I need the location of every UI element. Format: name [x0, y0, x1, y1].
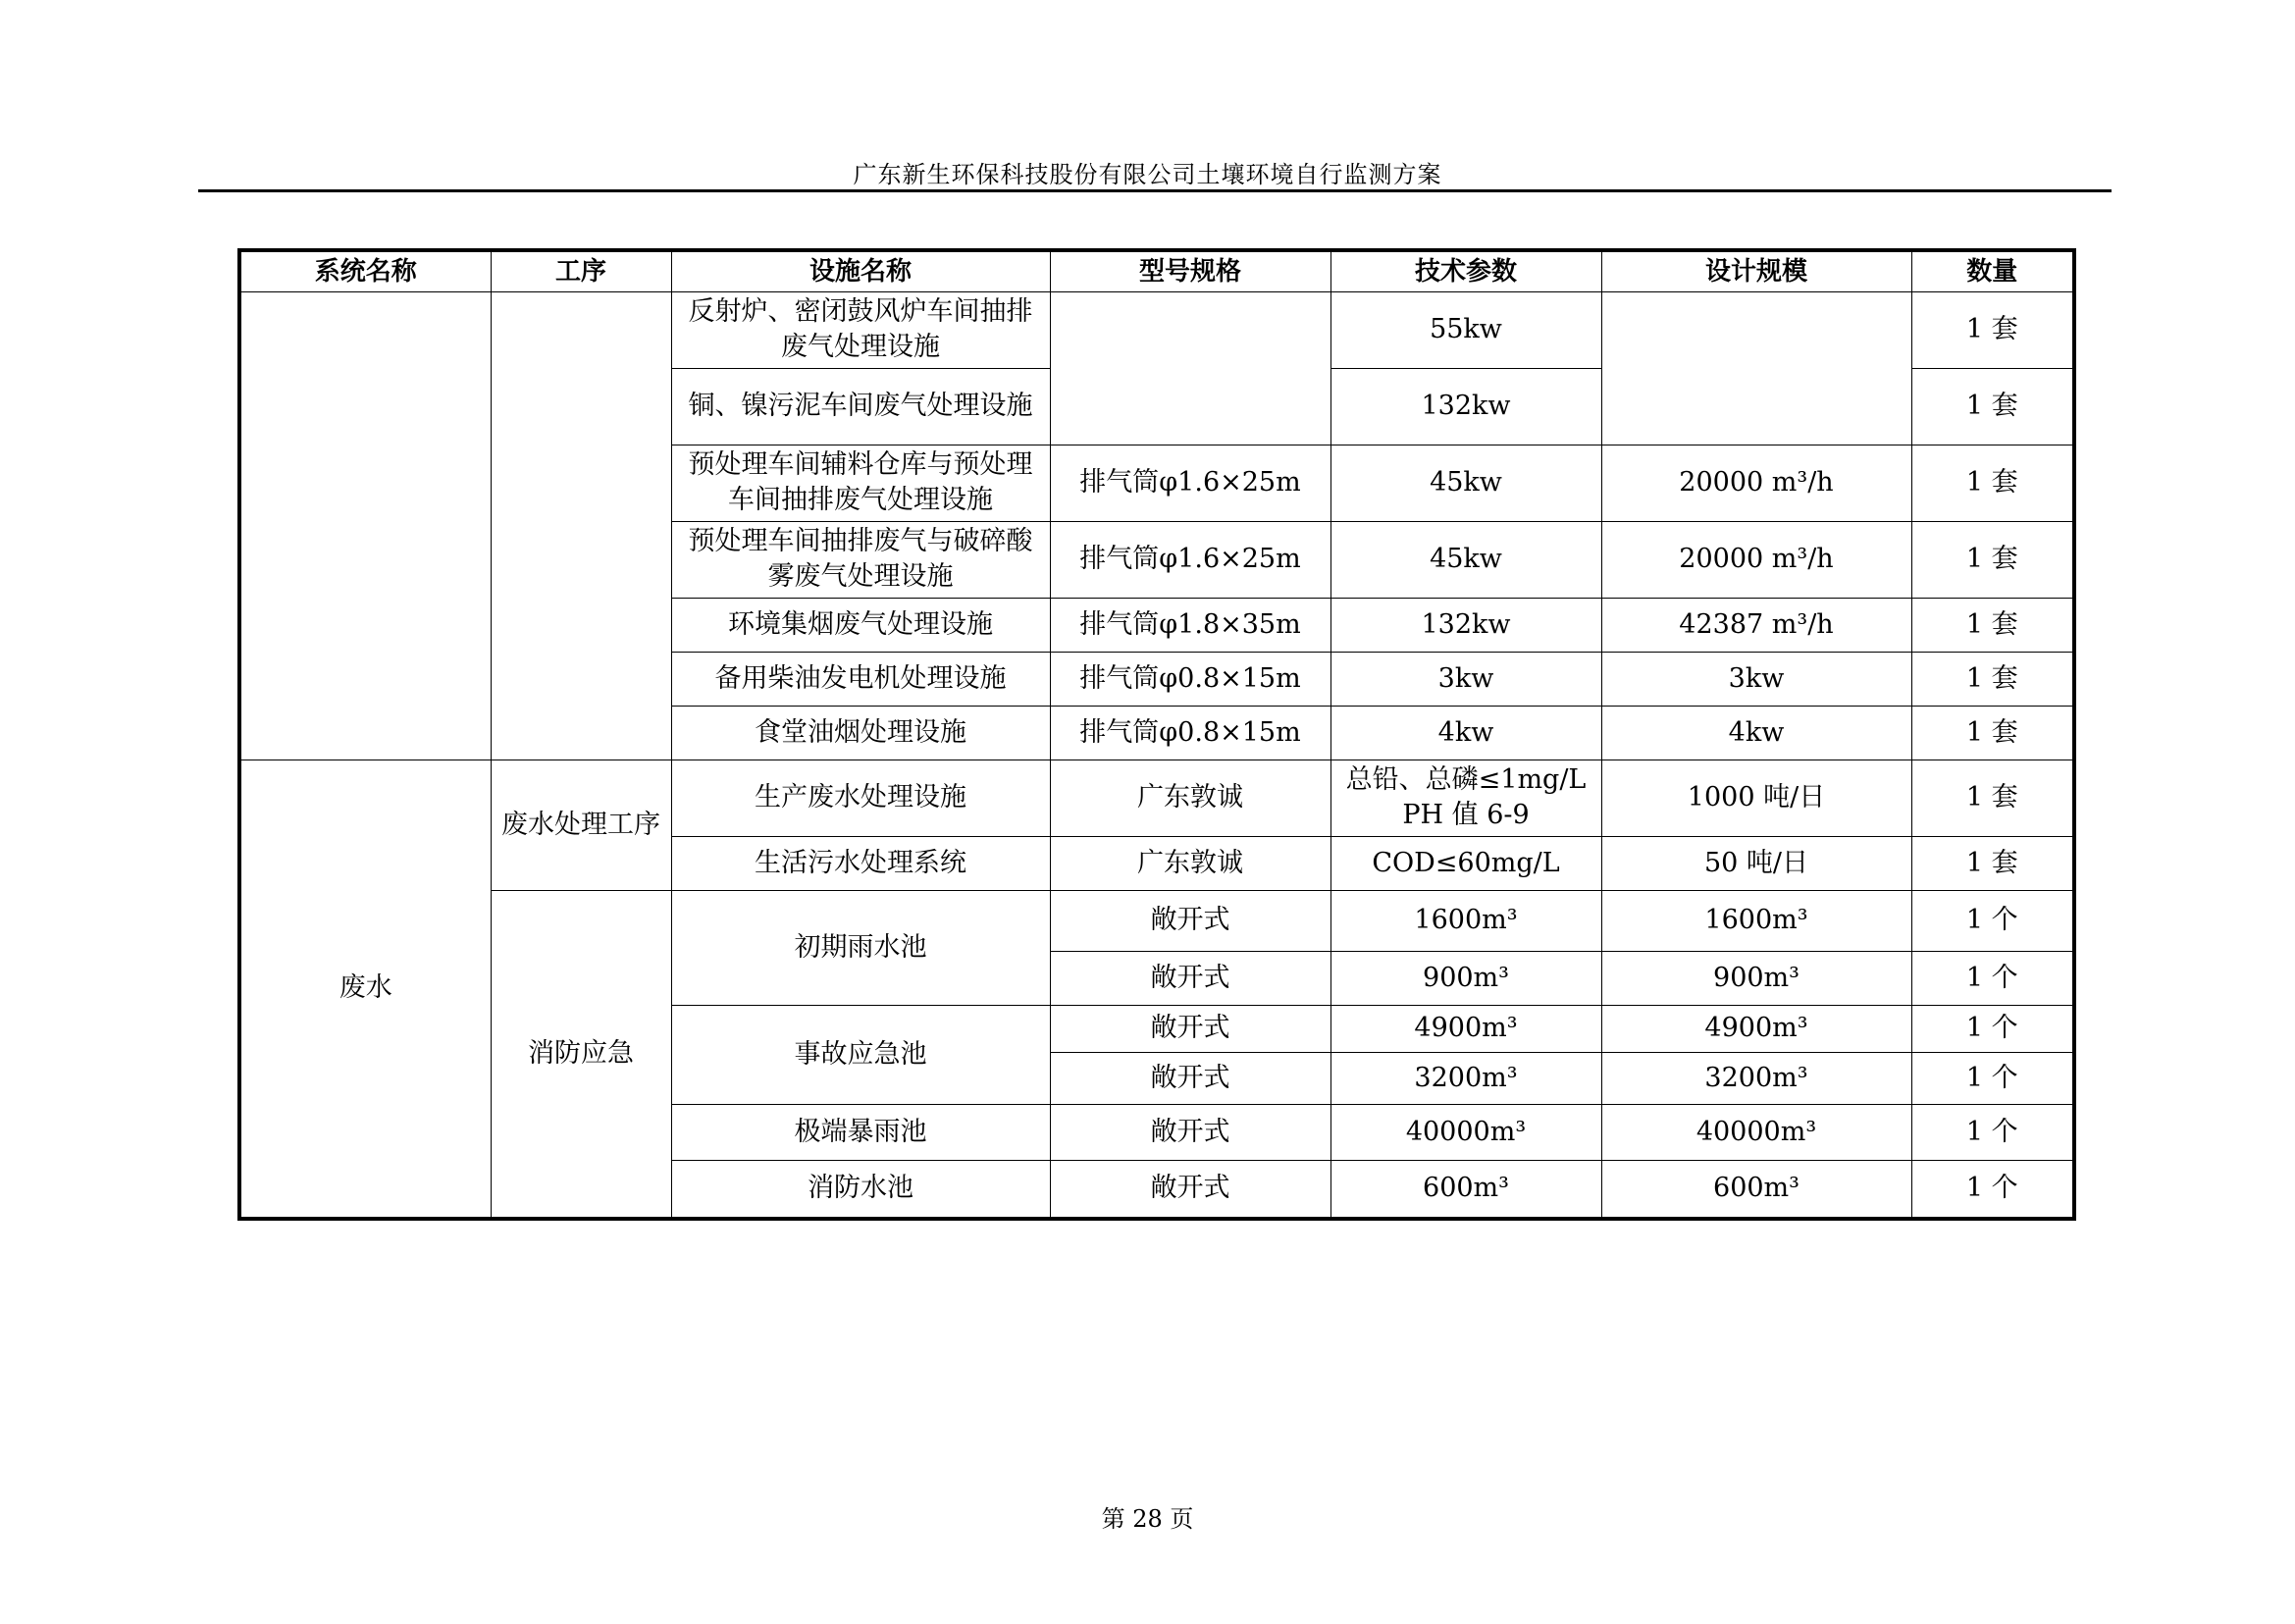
facility-name-cell: 预处理车间抽排废气与破碎酸雾废气处理设施 [671, 521, 1050, 598]
table-row [239, 760, 2074, 836]
quantity-cell: 1 套 [1911, 706, 2074, 760]
param-cell: 900m³ [1330, 951, 1601, 1005]
scale-cell: 600m³ [1601, 1160, 1911, 1219]
spec-cell: 排气筒φ1.6×25m [1050, 445, 1330, 521]
spec-cell: 敞开式 [1050, 890, 1330, 951]
scale-cell: 4kw [1601, 706, 1911, 760]
spec-cell: 敞开式 [1050, 951, 1330, 1005]
quantity-cell: 1 个 [1911, 951, 2074, 1005]
scale-cell: 42387 m³/h [1601, 598, 1911, 652]
param-line: 总铅、总磷≤1mg/L [1345, 764, 1587, 795]
column-header: 系统名称 [239, 250, 491, 291]
spec-cell [1050, 291, 1330, 445]
param-cell: 45kw [1330, 445, 1601, 521]
scale-cell: 40000m³ [1601, 1104, 1911, 1160]
spec-cell: 敞开式 [1050, 1104, 1330, 1160]
quantity-cell: 1 套 [1911, 760, 2074, 836]
param-cell: 132kw [1330, 368, 1601, 445]
table-row [239, 890, 2074, 951]
column-header: 技术参数 [1330, 250, 1601, 291]
facility-name-cell: 生产废水处理设施 [671, 760, 1050, 836]
table-row [239, 291, 2074, 368]
table-header-row [239, 250, 2074, 291]
spec-cell: 敞开式 [1050, 1005, 1330, 1052]
param-cell: 40000m³ [1330, 1104, 1601, 1160]
param-cell: 1600m³ [1330, 890, 1601, 951]
quantity-cell: 1 个 [1911, 1005, 2074, 1052]
param-cell: 55kw [1330, 291, 1601, 368]
column-header: 设计规模 [1601, 250, 1911, 291]
process-cell: 废水处理工序 [491, 760, 671, 890]
quantity-cell: 1 套 [1911, 598, 2074, 652]
facility-name-cell: 反射炉、密闭鼓风炉车间抽排废气处理设施 [671, 291, 1050, 368]
param-cell: 4900m³ [1330, 1005, 1601, 1052]
param-cell [1330, 760, 1601, 836]
spec-cell: 排气筒φ1.6×25m [1050, 521, 1330, 598]
param-cell: 45kw [1330, 521, 1601, 598]
scale-cell: 3200m³ [1601, 1052, 1911, 1104]
quantity-cell: 1 套 [1911, 368, 2074, 445]
quantity-cell: 1 套 [1911, 836, 2074, 890]
param-cell: COD≤60mg/L [1330, 836, 1601, 890]
param-line: PH 值 6-9 [1402, 800, 1530, 830]
spec-cell: 排气筒φ0.8×15m [1050, 706, 1330, 760]
process-cell: 消防应急 [491, 890, 671, 1219]
spec-cell: 敞开式 [1050, 1160, 1330, 1219]
param-cell: 3kw [1330, 652, 1601, 706]
system-name-cell: 废水 [239, 760, 491, 1219]
facility-name-cell: 铜、镍污泥车间废气处理设施 [671, 368, 1050, 445]
param-cell: 4kw [1330, 706, 1601, 760]
spec-cell: 排气筒φ1.8×35m [1050, 598, 1330, 652]
scale-cell: 3kw [1601, 652, 1911, 706]
scale-cell: 4900m³ [1601, 1005, 1911, 1052]
column-header: 设施名称 [671, 250, 1050, 291]
system-name-cell [239, 291, 491, 760]
param-cell: 132kw [1330, 598, 1601, 652]
quantity-cell: 1 套 [1911, 291, 2074, 368]
spec-cell: 排气筒φ0.8×15m [1050, 652, 1330, 706]
facility-name-cell: 环境集烟废气处理设施 [671, 598, 1050, 652]
facility-name-cell: 食堂油烟处理设施 [671, 706, 1050, 760]
quantity-cell: 1 个 [1911, 890, 2074, 951]
scale-cell: 1000 吨/日 [1601, 760, 1911, 836]
quantity-cell: 1 个 [1911, 1052, 2074, 1104]
scale-cell [1601, 291, 1911, 445]
quantity-cell: 1 套 [1911, 445, 2074, 521]
quantity-cell: 1 个 [1911, 1160, 2074, 1219]
facility-name-cell: 生活污水处理系统 [671, 836, 1050, 890]
quantity-cell: 1 个 [1911, 1104, 2074, 1160]
spec-cell: 广东敦诚 [1050, 836, 1330, 890]
facilities-table [237, 248, 2076, 1221]
facility-name-cell: 消防水池 [671, 1160, 1050, 1219]
header-rule [198, 189, 2112, 192]
scale-cell: 50 吨/日 [1601, 836, 1911, 890]
column-header: 工序 [491, 250, 671, 291]
scale-cell: 900m³ [1601, 951, 1911, 1005]
facility-name-cell: 极端暴雨池 [671, 1104, 1050, 1160]
param-cell: 600m³ [1330, 1160, 1601, 1219]
scale-cell: 20000 m³/h [1601, 521, 1911, 598]
spec-cell: 广东敦诚 [1050, 760, 1330, 836]
facility-name-cell: 备用柴油发电机处理设施 [671, 652, 1050, 706]
facility-name-cell: 事故应急池 [671, 1005, 1050, 1104]
facility-name-cell: 初期雨水池 [671, 890, 1050, 1005]
quantity-cell: 1 套 [1911, 521, 2074, 598]
scale-cell: 20000 m³/h [1601, 445, 1911, 521]
column-header: 型号规格 [1050, 250, 1330, 291]
param-cell: 3200m³ [1330, 1052, 1601, 1104]
document-header-title: 广东新生环保科技股份有限公司土壤环境自行监测方案 [853, 161, 1442, 188]
spec-cell: 敞开式 [1050, 1052, 1330, 1104]
page-number: 第 28 页 [1101, 1505, 1194, 1533]
scale-cell: 1600m³ [1601, 890, 1911, 951]
quantity-cell: 1 套 [1911, 652, 2074, 706]
facility-name-cell: 预处理车间辅料仓库与预处理车间抽排废气处理设施 [671, 445, 1050, 521]
column-header: 数量 [1911, 250, 2074, 291]
process-cell [491, 291, 671, 760]
